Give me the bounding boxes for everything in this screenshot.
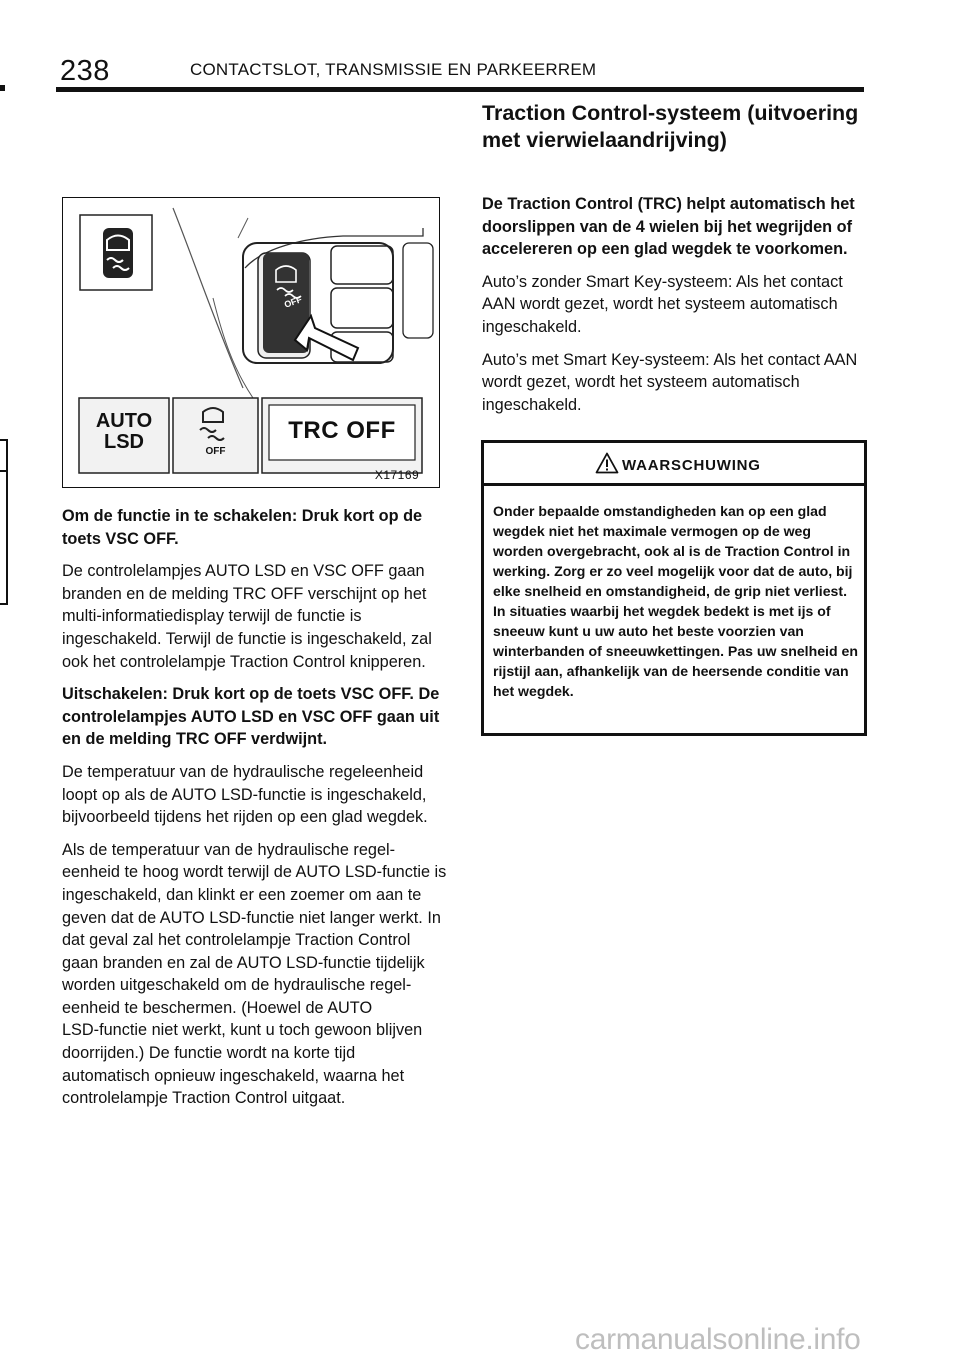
smart-key-paragraph: Auto’s met Smart Key‑systeem: Als het contact AAN wordt gezet, wordt het systeem automatisch ingeschakeld. <box>482 350 858 414</box>
disable-instruction: Uitschakelen: Druk kort op de toets VSC OFF. De controlelampjes AUTO LSD en VSC OFF gaan uit en de melding TRC OFF verdwijnt. <box>62 685 440 749</box>
warning-text: Onder bepaalde omstandigheden kan op een glad wegdek niet het maximale vermogen op de weg worden overgebracht, ook al is de Traction Control in werking. Zorg er zo veel mogelijk voor dat de auto, bij elke snelheid en omstandigheid, de grip niet verliest. In situaties waarbij het wegdek bedekt is met ijs of sneeuw kunt u uw auto het beste voorzien van winterbanden of sneeuwkettingen. Pas uw snelheid en rijstijl aan, afhankelijk van de heersende conditie van het wegdek. <box>493 503 858 699</box>
page-number: 238 <box>60 55 110 87</box>
chapter-title: CONTACTSLOT, TRANSMISSIE EN PARKEERREM <box>190 60 597 79</box>
temperature-paragraph: De temperatuur van de hydraulische regeleenheid loopt op als de AUTO LSD‑functie is ingeschakeld, bijvoorbeeld tijdens het rijden op een glad wegdek. <box>62 762 428 827</box>
watermark: carmanualsonline.info <box>575 1323 861 1356</box>
trc-off-label: TRC OFF <box>288 417 396 444</box>
margin-thumb-marker <box>0 439 8 605</box>
lsd-label: LSD <box>104 431 144 453</box>
no-smart-key-paragraph: Auto’s zonder Smart Key‑systeem: Als het contact AAN wordt gezet, wordt het systeem automatisch ingeschakeld. <box>482 272 843 336</box>
section-heading: Traction Control‑systeem (uitvoering met vierwielaandrijving) <box>482 101 859 152</box>
header-rule <box>56 87 864 92</box>
right-column <box>482 193 867 426</box>
figure-code: X17169 <box>374 468 420 482</box>
left-column <box>62 505 447 1120</box>
enable-description: De controlelampjes AUTO LSD en VSC OFF gaan branden en de melding TRC OFF verschijnt op het multi‑informatiedisplay terwijl de functie is ingeschakeld. Terwijl de functie is ingeschakeld, zal ook het controlelampje Traction Control knipperen. <box>62 562 432 671</box>
auto-label: AUTO <box>95 410 153 432</box>
overheat-paragraph: Als de temperatuur van de hydraulische regeleenheid te hoog wordt terwijl de AUTO LSD‑functie is ingeschakeld, dan klinkt er een zoemer om aan te geven dat de AUTO LSD‑functie niet langer werkt. In dat geval zal het controlelampje Traction Control gaan branden en zal de AUTO LSD‑functie tijdelijk worden uitgeschakeld om de hydraulische regeleenheid te beschermen. (Hoewel de AUTO LSD‑functie niet werkt, kunt u toch gewoon blijven doorrijden.) De functie wordt na korte tijd automatisch opnieuw ingeschakeld, waarna het controlelampje Traction Control uitgaat. <box>62 840 447 1108</box>
corner-mark <box>0 85 5 91</box>
enable-instruction: Om de functie in te schakelen: Druk kort op de toets VSC OFF. <box>62 507 423 548</box>
indicator-off-label: OFF <box>205 446 226 457</box>
trc-intro: De Traction Control (TRC) helpt automatisch het doorslippen van de 4 wielen bij het wegrijden of accelereren op een glad wegdek te voorkomen. <box>482 195 855 259</box>
button-off-label: OFF <box>282 294 304 310</box>
margin-marker-tick <box>0 470 8 472</box>
warning-box <box>481 440 867 736</box>
warning-header <box>484 443 864 486</box>
warning-title: WAARSCHUWING <box>622 457 761 474</box>
warning-triangle-icon <box>595 452 619 474</box>
vsc-off-switch-figure <box>62 197 440 488</box>
